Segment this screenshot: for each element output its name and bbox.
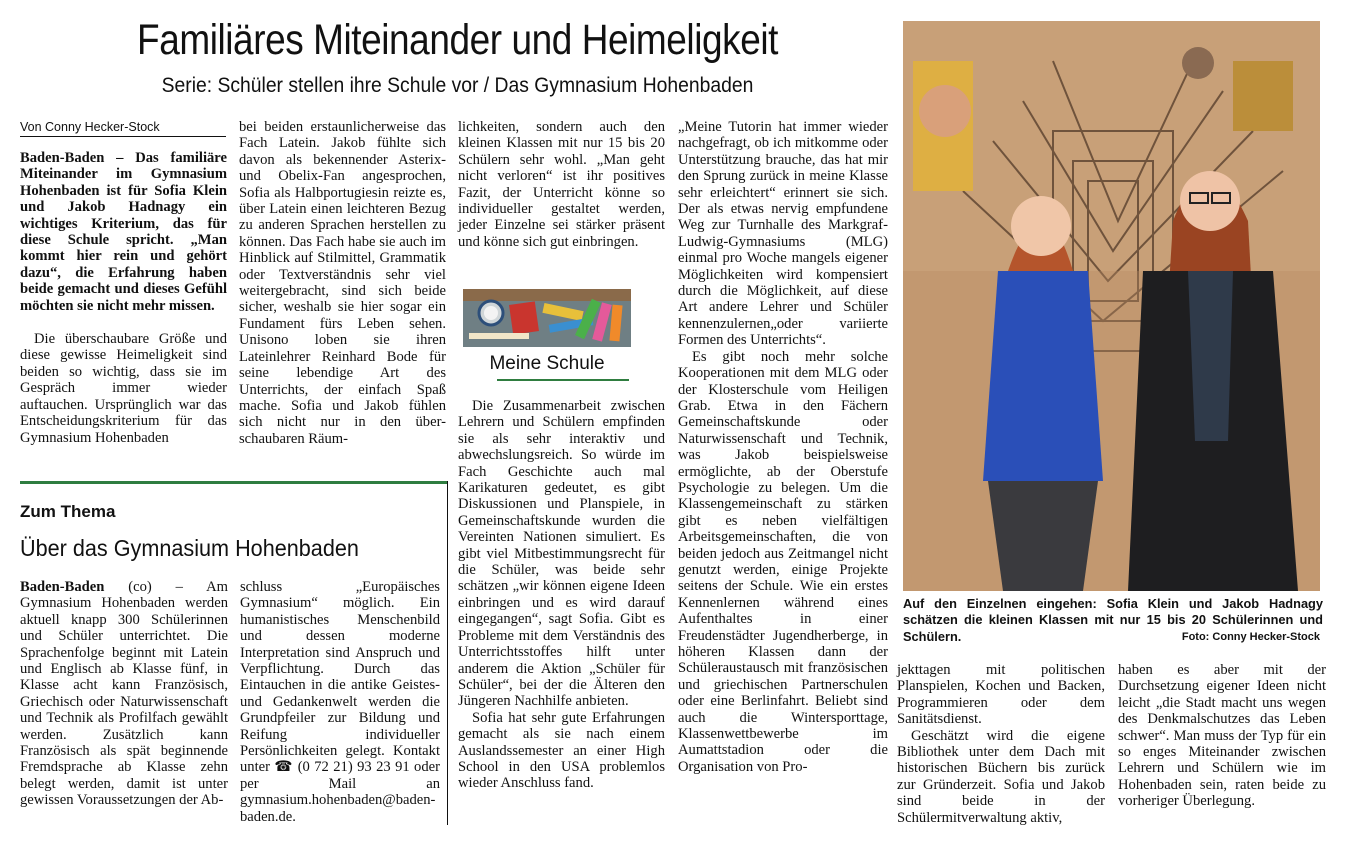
photo-two-students-mural xyxy=(903,21,1320,591)
info-box-dateline: Baden-Baden xyxy=(20,579,105,595)
info-box-divider xyxy=(447,481,448,825)
body-paragraph: lichkeiten, sondern auch den kleinen Klassen mit nur 15 bis 20 Schülern sehr wohl. „Man geht nicht verloren“ ist ihr positives Fazit, der Unterricht könne so individueller gestaltet werden, jeder Einzelne sei stärker präsent und könne sich gut einbringen. xyxy=(458,119,665,250)
article-column-6 xyxy=(1118,662,1326,810)
info-box-paragraph: schluss „Europäisches Gymnasium“ möglich. Ein humanistisches Menschenbild und dessen moderne Interpretation sind Anspruch und Verpflichtung. Durch das Eintauchen in die antike Geistes- und Gedankenwelt werden die Grundpfeiler zur Bildung und Reifung individueller Persönlichkeiten gelegt. Kontakt unter ☎ (0 72 21) 93 23 91 oder per Mail an gymnasium.hohenbaden@baden-baden.de. xyxy=(240,579,440,825)
photo-caption: Auf den Einzelnen eingehen: Sofia Klein und Jakob Hadnagy schätzen die kleinen Klassen mit nur 15 bis 20 Schülerinnen und Schülern. xyxy=(903,596,1323,644)
series-label-underline xyxy=(497,379,629,381)
article-column-4 xyxy=(678,119,888,775)
article-subheadline: Serie: Schüler stellen ihre Schule vor / Das Gymnasium Hohenbaden xyxy=(161,74,754,97)
article-headline: Familiäres Miteinander und Heimeligkeit xyxy=(137,16,778,64)
info-box-title: Über das Gymnasium Hohenbaden xyxy=(20,535,359,561)
article-column-3 xyxy=(458,119,665,250)
info-box-paragraph: Baden-Baden (co) – Am Gymnasium Hohenbaden werden aktuell knapp 300 Schülerinnen und Schüler unterrichtet. Die Sprachenfolge beginnt mit Latein und Englisch ab Klasse fünf, in Klasse acht kann Französisch, Griechisch oder Naturwissenschaft und Technik als Profilfach gewählt werden. Zusätzlich kann Französisch als spät beginnende Fremdsprache ab Klasse zehn belegt werden, damit ist unter gewissen Voraussetzungen der Ab- xyxy=(20,579,228,809)
photo-credit: Foto: Conny Hecker-Stock xyxy=(1181,631,1320,643)
series-label: Meine Schule xyxy=(489,353,605,374)
body-paragraph: Die überschaubare Größe und diese gewisse Heimeligkeit sind beiden so wichtig, dass sie im Gespräch immer wieder auftauchen. Ursprünglich war das Entscheidungskriterium für das Gymnasium Hohenbaden xyxy=(20,331,227,446)
body-paragraph: Es gibt noch mehr solche Kooperationen mit dem MLG oder der Klosterschule vom Heiligen Grab. Etwa in den Fächern Gemeinschaftskunde oder Naturwissenschaft und Technik, was Jakob beispielsweise ermöglichte, ab der Oberstufe Psychologie zu belegen. Um die Klassengemeinschaft zu stärken gibt es neben vielfältigen Arbeitsgemeinschaften, die von beiden jedoch aus Zeitmangel nicht genutzt werden, einige Projekte seitens der Schule. Wie ein erstes Kennenlernen während eines Aufenthaltes in einer Freudenstädter Jugendherberge, in höheren Klassen dann der Schüleraustausch mit französischen und griechischen Partnerschulen oder eine Berlinfahrt. Beliebt sind auch die Wintersporttage, Klassenwettbewerbe im Aumattstadion oder die Organisation von Pro- xyxy=(678,348,888,775)
body-paragraph: Sofia hat sehr gute Erfahrungen gemacht als sie nach einem Auslandssemester an einer High School in den USA problemlos wieder Anschluss fand. xyxy=(458,709,665,792)
article-column-2 xyxy=(239,119,446,447)
body-paragraph: Die Zusammenarbeit zwischen Lehrern und Schülern empfinden sie als sehr interaktiv und abwechslungsreich. So würde im Fach Geschichte auch mal Karikaturen gedeutet, es gibt Diskussionen und Planspiele, in Gemeinschaftskunde wurden die Vereinten Nationen simuliert. Es gibt viel Mitbestimmungsrecht für die Schüler, was beide sehr schätzen „wir können eigene Ideen einbringen und es wird darauf eingegangen“, sagt Sofia. Gibt es Probleme mit dem Verständnis des Unterrichtsstoffes hilft unter anderem die Aktion „Schüler für Schüler“, bei der die Älteren den Jüngeren Nachhilfe anbieten. xyxy=(458,398,665,710)
school-supplies-illustration xyxy=(463,289,631,347)
article-column-3-continued xyxy=(458,398,665,792)
body-paragraph: „Meine Tutorin hat immer wieder nachgefragt, ob ich mitkomme oder Unterstützung brauche, das hat mir den Sprung zurück in meine Klasse sehr erleichtert“ erinnert sie sich. Der als etwas nervig empfundene Weg zur Turnhalle des Markgraf-Ludwig-Gymnasiums (MLG) einmal pro Woche mangels eigener Möglichkeiten wird kompensiert durch die Möglichkeit, auf diese Art andere Lehrer und Schüler kennenzulernen„oder variierte Formen des Unterrichts“. xyxy=(678,119,888,349)
body-paragraph: Geschätzt wird die eigene Bibliothek unter dem Dach mit historischen Büchern bis zurück zur Gründerzeit. Sofia und Jakob sind beide in der Schülermitverwaltung aktiv, xyxy=(897,727,1105,826)
article-column-1 xyxy=(20,150,227,446)
school-supplies-image xyxy=(463,289,631,347)
body-paragraph: haben es aber mit der Durchsetzung eigener Ideen nicht leicht „die Stadt macht uns wegen des Denkmalschutzes das Leben schwer“. Man muss der Typ für ein so enges Miteinander zwischen Lehrern und Schülern wie im Hohenbaden sein, raten beide zu vorheriger Überlegung. xyxy=(1118,662,1326,810)
info-box-column-2 xyxy=(240,579,440,825)
article-photo xyxy=(903,21,1320,591)
byline: Von Conny Hecker-Stock xyxy=(20,119,226,137)
info-box-kicker: Zum Thema xyxy=(20,502,116,521)
lead-paragraph: Baden-Baden – Das familiäre Miteinander im Gymnasium Hohenbaden ist für Sofia Klein und Jakob Hadnagy ein wichtiges Kriterium, das für diese Schule spricht. „Man kommt hier rein und gehört dazu“, die Erfahrung haben beide gemacht und dieses Gefühl möchten sie nicht mehr missen. xyxy=(20,150,227,314)
article-column-5 xyxy=(897,662,1105,826)
info-box-top-rule xyxy=(20,481,448,484)
body-paragraph: jekttagen mit politischen Planspielen, Kochen und Backen, Programmieren oder dem Sanitätsdienst. xyxy=(897,662,1105,728)
info-box-column-1 xyxy=(20,579,228,809)
body-paragraph: bei beiden erstaunlicherweise das Fach Latein. Jakob fühlte sich davon als bekennender Asterix- und Obelix-Fan angesprochen, Sofia als Halbportugiesin reizte es, über Latein einen leichteren Bezug zu anderen Sprachen herstellen zu können. Das Fach habe sie auch im Hinblick auf Stilmittel, Grammatik oder Textverständnis sehr viel weitergebracht, sind sich beide sicher, weshalb sie hier sogar ein Fundament fürs Leben sehen. Unisono loben sie ihren Lateinlehrer Reinhard Bode für seine lebendige Art des Unterrichts, der einfach Spaß mache. Sofia und Jakob fühlen sich nicht nur in den über-schaubaren Räum- xyxy=(239,119,446,447)
